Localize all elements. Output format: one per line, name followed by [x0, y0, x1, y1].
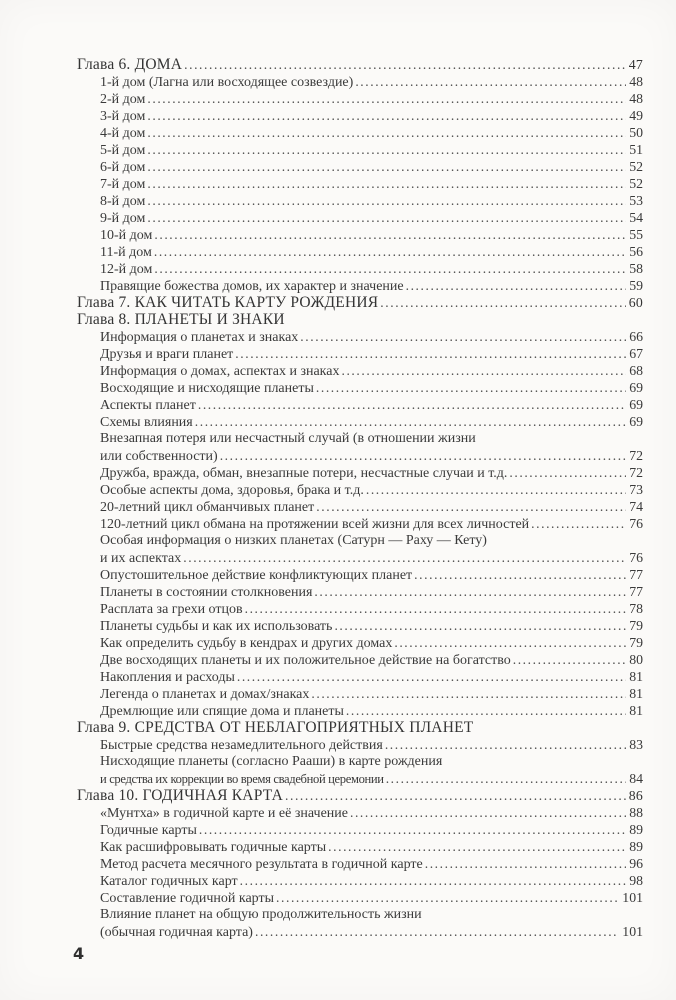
toc-entry-label: Расплата за грехи отцов	[100, 602, 243, 617]
toc-entry-row	[77, 583, 643, 600]
toc-entry-label: Планеты судьбы и как их использовать	[100, 619, 333, 634]
toc-entry-label: Особые аспекты дома, здоровья, брака и т.д.	[100, 483, 364, 498]
toc-entry-label: (обычная годичная карта)	[100, 925, 253, 940]
toc-entry-label: и их аспектах	[100, 551, 182, 566]
toc-entry-label: «Мунтха» в годичной карте и её значение	[100, 806, 348, 821]
toc-entry-row	[77, 328, 643, 345]
toc-entry-label: Дружба, вражда, обман, внезапные потери, несчастные случаи и т.д.	[100, 466, 508, 481]
dot-leader	[181, 549, 626, 567]
toc-chapter-row	[77, 787, 643, 804]
toc-entry-label: Схемы влияния	[100, 415, 193, 430]
dot-leader	[332, 617, 626, 635]
toc-entry-row	[77, 668, 643, 685]
toc-entry-page: 50	[629, 125, 643, 140]
toc-entry-label: Глава 7. КАК ЧИТАТЬ КАРТУ РОЖДЕНИЯ	[77, 294, 379, 311]
toc-entry-row	[77, 260, 643, 277]
toc-entry-label: Влияние планет на общую продолжительность жизни	[100, 907, 422, 922]
toc-entry-label: Накопления и расходы	[100, 670, 235, 685]
dot-leader	[383, 736, 626, 754]
dot-leader	[298, 328, 626, 346]
dot-leader	[344, 702, 626, 720]
dot-leader	[364, 481, 626, 499]
dot-leader	[145, 209, 626, 227]
dot-leader	[218, 447, 627, 465]
dot-leader	[145, 175, 626, 193]
toc-entry-label: Годичные карты	[100, 823, 197, 838]
dot-leader	[233, 345, 626, 363]
dot-leader	[145, 141, 626, 159]
dot-leader	[309, 685, 626, 703]
toc-entry-row	[77, 532, 643, 549]
toc-entry-row	[77, 243, 643, 260]
toc-entry-row	[77, 379, 643, 396]
dot-leader	[378, 294, 626, 311]
toc-entry-page: 48	[629, 91, 643, 106]
dot-leader	[238, 872, 627, 890]
toc-entry-page: 58	[629, 261, 643, 276]
toc-entry-label: 4-й дом	[100, 126, 146, 141]
dot-leader	[145, 124, 626, 142]
toc-entry-row	[77, 90, 643, 107]
dot-leader	[326, 838, 626, 856]
toc-chapter-row	[77, 56, 643, 73]
dot-leader	[182, 56, 626, 73]
dot-leader	[353, 73, 626, 91]
toc-entry-label: Как определить судьбу в кендрах и других домах	[100, 636, 393, 651]
toc-entry-row	[77, 226, 643, 243]
dot-leader	[348, 804, 626, 822]
dot-leader	[145, 107, 626, 125]
toc-entry-row	[77, 209, 643, 226]
toc-entry-page: 96	[629, 856, 643, 871]
toc-entry-label: Особая информация о низких планетах (Сатурн — Раху — Кету)	[100, 533, 487, 548]
toc-entry-label: Правящие божества домов, их характер и значение	[100, 279, 404, 294]
toc-entry-page: 84	[629, 771, 643, 786]
toc-entry-label: 2-й дом	[100, 92, 146, 107]
toc-entry-page: 72	[629, 465, 643, 480]
toc-entry-label: Глава 10. ГОДИЧНАЯ КАРТА	[77, 787, 283, 804]
toc-entry-page: 76	[629, 550, 643, 565]
toc-entry-row	[77, 923, 643, 940]
toc-entry-page: 67	[629, 346, 643, 361]
toc-entry-row	[77, 175, 643, 192]
toc-entry-row	[77, 73, 643, 90]
table-of-contents	[77, 56, 643, 940]
dot-leader	[196, 396, 626, 414]
toc-entry-page: 69	[629, 380, 643, 395]
toc-entry-label: 1-й дом (Лагна или восходящее созвездие)	[100, 75, 354, 90]
dot-leader	[152, 243, 626, 261]
toc-entry-label: Планеты в состоянии столкновения	[100, 585, 313, 600]
toc-entry-row	[77, 158, 643, 175]
toc-entry-label: Восходящие и нисходящие планеты	[100, 381, 314, 396]
toc-entry-page: 74	[629, 499, 643, 514]
toc-entry-page: 101	[622, 890, 643, 905]
toc-entry-page: 49	[629, 108, 643, 123]
toc-entry-page: 72	[629, 448, 643, 463]
toc-entry-label: и средства их коррекции во время свадебной церемонии	[100, 772, 384, 786]
toc-entry-row	[77, 141, 643, 158]
toc-entry-row	[77, 685, 643, 702]
footer-page-number: 4	[73, 944, 85, 963]
toc-chapter-row	[77, 719, 643, 736]
dot-leader	[152, 226, 626, 244]
toc-entry-row	[77, 753, 643, 770]
toc-entry-label: 6-й дом	[100, 160, 146, 175]
toc-entry-label: Аспекты планет	[100, 398, 196, 413]
toc-entry-row	[77, 651, 643, 668]
toc-entry-page: 101	[622, 924, 643, 939]
dot-leader	[253, 923, 619, 941]
toc-entry-page: 60	[628, 295, 643, 310]
toc-entry-page: 66	[629, 329, 643, 344]
toc-entry-row	[77, 447, 643, 464]
toc-entry-page: 48	[629, 74, 643, 89]
toc-entry-label: 9-й дом	[100, 211, 146, 226]
dot-leader	[384, 770, 627, 788]
toc-entry-row	[77, 804, 643, 821]
toc-chapter-row	[77, 311, 643, 328]
toc-entry-page: 98	[629, 873, 643, 888]
dot-leader	[529, 515, 626, 533]
toc-chapter-row	[77, 294, 643, 311]
dot-leader	[235, 668, 626, 686]
toc-entry-label: 5-й дом	[100, 143, 146, 158]
toc-entry-row	[77, 430, 643, 447]
toc-entry-page: 69	[629, 414, 643, 429]
toc-entry-row	[77, 464, 643, 481]
dot-leader	[145, 158, 626, 176]
toc-entry-label: Составление годичной карты	[100, 891, 275, 906]
dot-leader	[274, 889, 619, 907]
toc-entry-label: Легенда о планетах и домах/знаках	[100, 687, 310, 702]
dot-leader	[145, 192, 626, 210]
toc-entry-page: 59	[629, 278, 643, 293]
dot-leader	[423, 855, 626, 873]
dot-leader	[145, 90, 626, 108]
toc-entry-page: 78	[629, 601, 643, 616]
toc-entry-label: Глава 8. ПЛАНЕТЫ И ЗНАКИ	[77, 311, 285, 328]
toc-entry-page: 77	[629, 567, 643, 582]
toc-entry-row	[77, 617, 643, 634]
toc-entry-label: Нисходящие планеты (согласно Рааши) в карте рождения	[100, 754, 443, 769]
toc-entry-row	[77, 362, 643, 379]
dot-leader	[312, 583, 626, 601]
toc-entry-page: 88	[629, 805, 643, 820]
toc-entry-page: 89	[629, 839, 643, 854]
toc-entry-page: 79	[629, 635, 643, 650]
toc-entry-page: 68	[629, 363, 643, 378]
dot-leader	[339, 362, 626, 380]
dot-leader	[197, 821, 626, 839]
toc-entry-row	[77, 396, 643, 413]
toc-entry-row	[77, 498, 643, 515]
toc-entry-page: 79	[629, 618, 643, 633]
toc-entry-row	[77, 906, 643, 923]
toc-entry-row	[77, 549, 643, 566]
toc-entry-page: 81	[629, 669, 643, 684]
toc-entry-row	[77, 702, 643, 719]
dot-leader	[314, 379, 626, 397]
toc-entry-label: 10-й дом	[100, 228, 153, 243]
toc-entry-label: 12-й дом	[100, 262, 153, 277]
toc-entry-row	[77, 124, 643, 141]
dot-leader	[507, 464, 626, 482]
toc-entry-page: 56	[629, 244, 643, 259]
dot-leader	[404, 277, 627, 295]
toc-entry-row	[77, 838, 643, 855]
toc-entry-page: 76	[629, 516, 643, 531]
toc-entry-label: 20-летний цикл обманчивых планет	[100, 500, 315, 515]
toc-entry-label: Опустошительное действие конфликтующих планет	[100, 568, 413, 583]
toc-entry-label: Как расшифровывать годичные карты	[100, 840, 327, 855]
toc-entry-label: Друзья и враги планет	[100, 347, 234, 362]
toc-entry-row	[77, 277, 643, 294]
toc-entry-page: 69	[629, 397, 643, 412]
toc-entry-label: 120-летний цикл обмана на протяжении всей жизни для всех личностей	[100, 517, 530, 532]
toc-entry-row	[77, 345, 643, 362]
toc-entry-label: Метод расчета месячного результата в годичной карте	[100, 857, 423, 872]
toc-entry-label: Глава 9. СРЕДСТВА ОТ НЕБЛАГОПРИЯТНЫХ ПЛАНЕТ	[77, 719, 474, 736]
dot-leader	[193, 413, 626, 431]
toc-entry-row	[77, 634, 643, 651]
dot-leader	[152, 260, 626, 278]
toc-entry-row	[77, 413, 643, 430]
dot-leader	[283, 787, 626, 804]
toc-entry-page: 89	[629, 822, 643, 837]
toc-entry-page: 73	[629, 482, 643, 497]
toc-entry-page: 51	[629, 142, 643, 157]
toc-entry-page: 52	[629, 176, 643, 191]
toc-entry-label: 3-й дом	[100, 109, 146, 124]
toc-entry-label: 11-й дом	[100, 245, 152, 260]
toc-entry-label: 8-й дом	[100, 194, 146, 209]
toc-entry-row	[77, 770, 643, 787]
toc-entry-label: Две восходящих планеты и их положительное действие на богатство	[100, 653, 511, 668]
toc-entry-page: 52	[629, 159, 643, 174]
toc-entry-row	[77, 192, 643, 209]
toc-entry-page: 80	[629, 652, 643, 667]
toc-entry-row	[77, 736, 643, 753]
toc-entry-row	[77, 889, 643, 906]
toc-entry-page: 83	[629, 737, 643, 752]
toc-entry-row	[77, 872, 643, 889]
toc-entry-label: Информация о планетах и знаках	[100, 330, 299, 345]
toc-entry-row	[77, 107, 643, 124]
dot-leader	[392, 634, 626, 652]
toc-entry-page: 86	[628, 788, 643, 803]
toc-entry-row	[77, 515, 643, 532]
toc-entry-label: Каталог годичных карт	[100, 874, 238, 889]
toc-entry-label: Дремлющие или спящие дома и планеты	[100, 704, 344, 719]
toc-entry-label: Внезапная потеря или несчастный случай (в отношении жизни	[100, 431, 476, 446]
dot-leader	[314, 498, 626, 516]
toc-entry-row	[77, 855, 643, 872]
dot-leader	[243, 600, 627, 618]
dot-leader	[412, 566, 626, 584]
toc-entry-row	[77, 600, 643, 617]
toc-entry-label: Информация о домах, аспектах и знаках	[100, 364, 340, 379]
toc-entry-page: 55	[629, 227, 643, 242]
toc-entry-row	[77, 481, 643, 498]
toc-entry-page: 77	[629, 584, 643, 599]
toc-entry-label: или собственности)	[100, 449, 218, 464]
toc-entry-label: Быстрые средства незамедлительного действия	[100, 738, 383, 753]
toc-entry-label: 7-й дом	[100, 177, 146, 192]
toc-entry-page: 54	[629, 210, 643, 225]
dot-leader	[511, 651, 626, 669]
toc-entry-row	[77, 566, 643, 583]
toc-entry-label: Глава 6. ДОМА	[77, 56, 183, 73]
toc-entry-page: 81	[629, 686, 643, 701]
toc-entry-page: 53	[629, 193, 643, 208]
toc-entry-page: 47	[628, 57, 643, 72]
toc-entry-row	[77, 821, 643, 838]
toc-entry-page: 81	[629, 703, 643, 718]
